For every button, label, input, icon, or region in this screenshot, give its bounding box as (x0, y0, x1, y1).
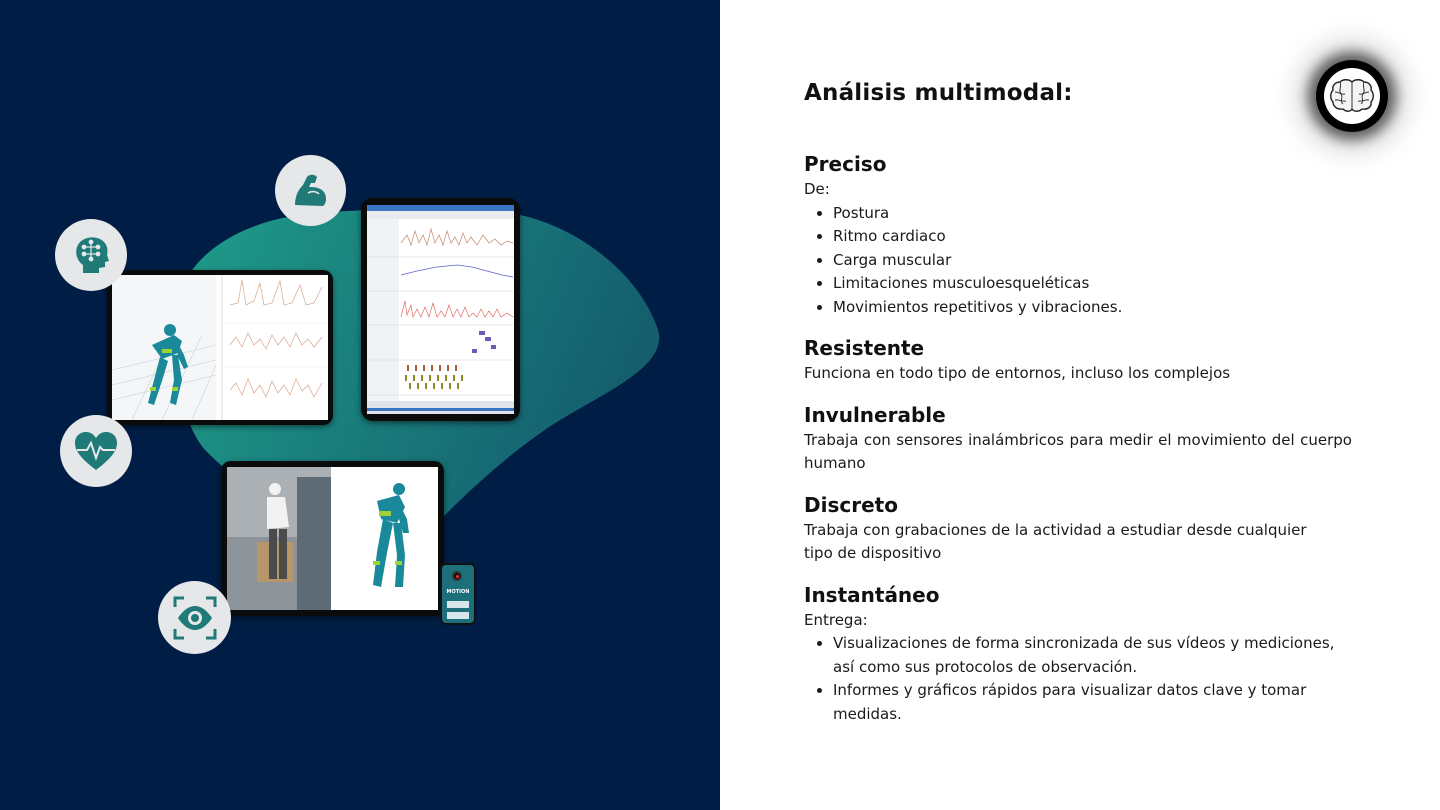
list-item: • Limitaciones musculoesqueléticas (833, 272, 1352, 296)
brain-badge (1316, 60, 1388, 132)
section-intro: Entrega: (804, 610, 868, 629)
list-item: • Ritmo cardiaco (833, 225, 1352, 249)
section-text: Funciona en todo tipo de entornos, incluso los complejos (804, 364, 1231, 382)
bullet-list (804, 202, 1352, 320)
section-text: Trabaja con sensores inalámbricos para medir el movimiento del cuerpo humano (804, 430, 1352, 472)
section-heading: Invulnerable (804, 402, 946, 427)
section-resistente (804, 336, 1352, 386)
section-preciso (804, 152, 1352, 319)
section-text: Trabaja con grabaciones de la actividad a estudiar desde cualquier tipo de dispositivo (804, 520, 1307, 562)
list-item: • Postura (833, 202, 1352, 226)
right-panel (720, 0, 1440, 810)
tablet-device-charts (361, 198, 520, 421)
bullet-list (804, 632, 1352, 726)
section-instantaneo (804, 583, 1352, 727)
list-item: • Movimientos repetitivos y vibraciones. (833, 296, 1352, 320)
sensor-red-led (452, 571, 462, 581)
motion-sensor-device (440, 563, 476, 625)
section-heading: Resistente (804, 336, 925, 360)
section-discreto (804, 493, 1352, 566)
sensor-label: MOTION (446, 589, 470, 595)
eye-scan-icon (158, 581, 231, 654)
sensor-display-2 (447, 612, 469, 619)
brain-icon (1324, 68, 1380, 124)
video-sync-screen (227, 467, 438, 610)
list-item: • Carga muscular (833, 249, 1352, 273)
list-item: • Visualizaciones de forma sincronizada de sus vídeos y mediciones, así como sus protocolos de observación. (833, 632, 1352, 679)
section-invulnerable (804, 403, 1352, 476)
monitor-device-posture (107, 270, 333, 425)
sensor-charts-screen (367, 205, 514, 414)
page-title: Análisis multimodal: (804, 80, 1073, 106)
brain-head-icon (55, 219, 127, 291)
section-intro: De: (804, 180, 830, 198)
sensor-display (447, 601, 469, 608)
section-heading: Instantáneo (804, 582, 940, 607)
heartbeat-icon (60, 415, 132, 487)
list-item: • Informes y gráficos rápidos para visualizar datos clave y tomar medidas. (833, 679, 1352, 726)
monitor-device-video (221, 461, 444, 616)
section-heading: Preciso (804, 152, 887, 176)
features-list (804, 152, 1352, 743)
posture-analysis-screen (112, 275, 328, 420)
section-heading: Discreto (804, 492, 898, 517)
flexed-arm-icon (275, 155, 346, 226)
